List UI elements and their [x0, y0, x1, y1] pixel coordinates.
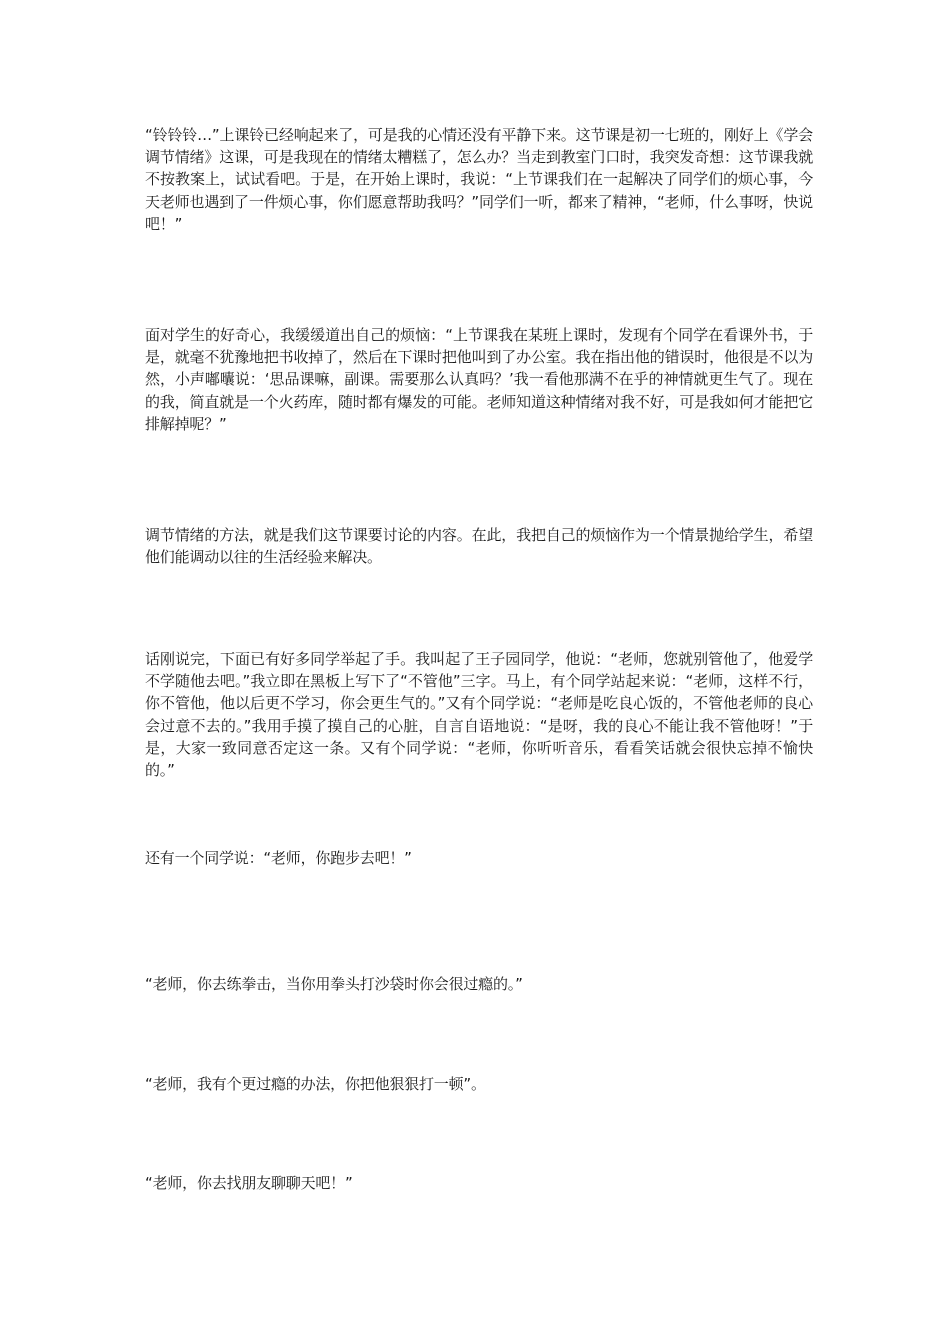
paragraph-6: “老师，你去练拳击，当你用拳头打沙袋时你会很过瘾的。” — [145, 975, 523, 993]
paragraph-8: “老师，你去找朋友聊聊天吧！” — [145, 1174, 353, 1192]
paragraph-1: “铃铃铃…”上课铃已经响起来了，可是我的心情还没有平静下来。这节课是初一七班的，刚好上《学会调节情绪》这课，可是我现在的情绪太糟糕了，怎么办？当走到教室门口时，我突发奇想：这节课我就不按教案上，试试看吧。于是，在开始上课时，我说：“上节课我们在一起解决了同学们的烦心事，今天老师也遇到了一件烦心事，你们愿意帮助我吗？”同学们一听，都来了精神，“老师，什么事呀，快说吧！” — [145, 126, 813, 233]
paragraph-7: “老师，我有个更过瘾的办法，你把他狠狠打一顿”。 — [145, 1075, 486, 1093]
paragraph-3: 调节情绪的方法，就是我们这节课要讨论的内容。在此，我把自己的烦恼作为一个情景抛给学生，希望他们能调动以往的生活经验来解决。 — [145, 526, 813, 567]
paragraph-2: 面对学生的好奇心，我缓缓道出自己的烦恼：“上节课我在某班上课时，发现有个同学在看课外书，于是，就毫不犹豫地把书收掉了，然后在下课时把他叫到了办公室。我在指出他的错误时，他很是不以为然，小声嘟囔说：‘思品课嘛，副课。需要那么认真吗？’我一看他那满不在乎的神情就更生气了。现在的我，简直就是一个火药库，随时都有爆发的可能。老师知道这种情绪对我不好，可是我如何才能把它排解掉呢？” — [145, 326, 813, 433]
paragraph-4: 话刚说完，下面已有好多同学举起了手。我叫起了王子园同学，他说：“老师，您就别管他了，他爱学不学随他去吧。”我立即在黑板上写下了“不管他”三字。马上，有个同学站起来说：“老师，这样不行，你不管他，他以后更不学习，你会更生气的。”又有个同学说：“老师是吃良心饭的，不管他老师的良心会过意不去的。”我用手摸了摸自己的心脏，自言自语地说：“是呀，我的良心不能让我不管他呀！”于是，大家一致同意否定这一条。又有个同学说：“老师，你听听音乐，看看笑话就会很快忘掉不愉快的。” — [145, 650, 813, 780]
paragraph-5: 还有一个同学说：“老师，你跑步去吧！” — [145, 849, 412, 867]
